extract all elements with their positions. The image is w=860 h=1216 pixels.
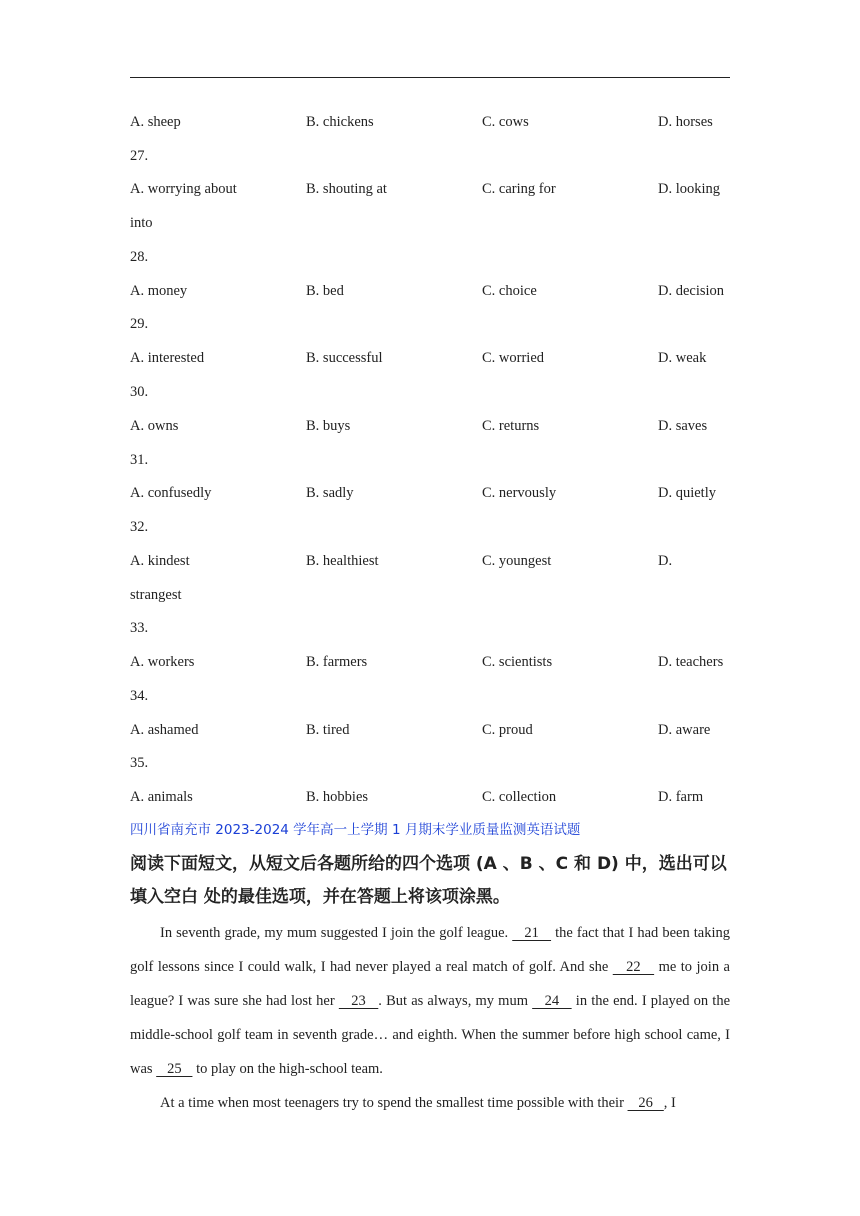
option-b[interactable]: B. buys [306, 418, 351, 434]
q30-options [130, 415, 750, 437]
option-b[interactable]: B. tired [306, 722, 350, 738]
option-c[interactable]: C. returns [482, 418, 540, 434]
passage-text: , I [663, 1095, 676, 1111]
option-a[interactable]: A. kindest [130, 553, 190, 569]
option-d[interactable]: D. saves [658, 418, 708, 434]
option-d-wrap: into [130, 215, 153, 231]
option-d[interactable]: D. weak [658, 350, 707, 366]
question-number: 27. [130, 148, 149, 164]
option-c[interactable]: C. youngest [482, 553, 552, 569]
question-number: 32. [130, 519, 149, 535]
blank-25[interactable]: 25 [156, 1061, 193, 1077]
option-d[interactable]: D. looking [658, 181, 721, 197]
option-b[interactable]: B. successful [306, 350, 383, 366]
passage-text: the fact that I had been taking golf lessons since I could walk, I had never played a real match of golf. And she [130, 925, 731, 975]
passage-text: me to join a league? I was sure she had lost her [130, 959, 730, 1009]
passage-text: to play on the high-school team. [192, 1061, 383, 1077]
option-b[interactable]: B. hobbies [306, 789, 369, 805]
option-d[interactable]: D. teachers [658, 654, 724, 670]
passage-text: At a time when most teenagers try to spend the smallest time possible with their [160, 1095, 628, 1111]
passage-text: in the end. I played on the middle-school golf team in seventh grade… and eighth. When the summer before high school came, I was [130, 993, 730, 1077]
option-a[interactable]: A. interested [130, 350, 205, 366]
question-number: 29. [130, 316, 149, 332]
option-a[interactable]: A. owns [130, 418, 179, 434]
question-number: 31. [130, 452, 149, 468]
q33-options [130, 651, 750, 673]
option-c[interactable]: C. choice [482, 283, 537, 299]
blank-24[interactable]: 24 [532, 993, 572, 1009]
option-a[interactable]: A. workers [130, 654, 195, 670]
option-c[interactable]: C. cows [482, 114, 529, 130]
q26-options [130, 111, 750, 133]
blank-23[interactable]: 23 [338, 993, 379, 1009]
option-c[interactable]: C. nervously [482, 485, 557, 501]
option-b[interactable]: B. shouting at [306, 181, 387, 197]
passage-paragraph-1 [130, 916, 730, 1086]
option-c[interactable]: C. proud [482, 722, 533, 738]
option-d[interactable]: D. quietly [658, 485, 716, 501]
option-c[interactable]: C. worried [482, 350, 545, 366]
source-link[interactable]: 四川省南充市 2023-2024 学年高一上学期 1 月期末学业质量监测英语试题 [130, 822, 581, 838]
header-rule [130, 77, 730, 78]
option-c[interactable]: C. collection [482, 789, 557, 805]
option-a[interactable]: A. confusedly [130, 485, 212, 501]
option-d[interactable]: D. aware [658, 722, 711, 738]
blank-26[interactable]: 26 [627, 1095, 664, 1111]
option-b[interactable]: B. chickens [306, 114, 374, 130]
passage-text: In seventh grade, my mum suggested I join the golf league. [160, 925, 513, 941]
passage-paragraph-2 [130, 1086, 730, 1120]
option-b[interactable]: B. bed [306, 283, 344, 299]
option-c[interactable]: C. scientists [482, 654, 553, 670]
passage-text: . But as always, my mum [378, 993, 533, 1009]
option-d[interactable]: D. farm [658, 789, 704, 805]
option-b[interactable]: B. healthiest [306, 553, 379, 569]
option-a[interactable]: A. ashamed [130, 722, 199, 738]
option-a[interactable]: A. money [130, 283, 188, 299]
option-a[interactable]: A. animals [130, 789, 193, 805]
option-d[interactable]: D. [658, 553, 673, 569]
option-a[interactable]: A. worrying about [130, 181, 237, 197]
q29-options [130, 347, 750, 369]
instruction-line-2: 填入空白 处的最佳选项，并在答题上将该项涂黑。 [130, 887, 510, 907]
question-number: 28. [130, 249, 149, 265]
blank-21[interactable]: 21 [512, 925, 552, 941]
option-d-wrap: strangest [130, 587, 182, 603]
q28-options [130, 280, 750, 302]
option-c[interactable]: C. caring for [482, 181, 556, 197]
option-d[interactable]: D. horses [658, 114, 713, 130]
option-a[interactable]: A. sheep [130, 114, 181, 130]
question-number: 35. [130, 755, 149, 771]
blank-22[interactable]: 22 [612, 959, 655, 975]
q32-options [130, 550, 750, 572]
option-d[interactable]: D. decision [658, 283, 725, 299]
q34-options [130, 719, 750, 741]
passage [130, 916, 730, 1120]
question-number: 33. [130, 620, 149, 636]
question-number: 30. [130, 384, 149, 400]
option-b[interactable]: B. farmers [306, 654, 368, 670]
instruction-line-1: 阅读下面短文，从短文后各题所给的四个选项 (A 、B 、C 和 D) 中，选出可以 [130, 854, 727, 874]
option-b[interactable]: B. sadly [306, 485, 354, 501]
q27-options [130, 178, 750, 200]
question-number: 34. [130, 688, 149, 704]
q35-options [130, 786, 750, 808]
q31-options [130, 482, 750, 504]
